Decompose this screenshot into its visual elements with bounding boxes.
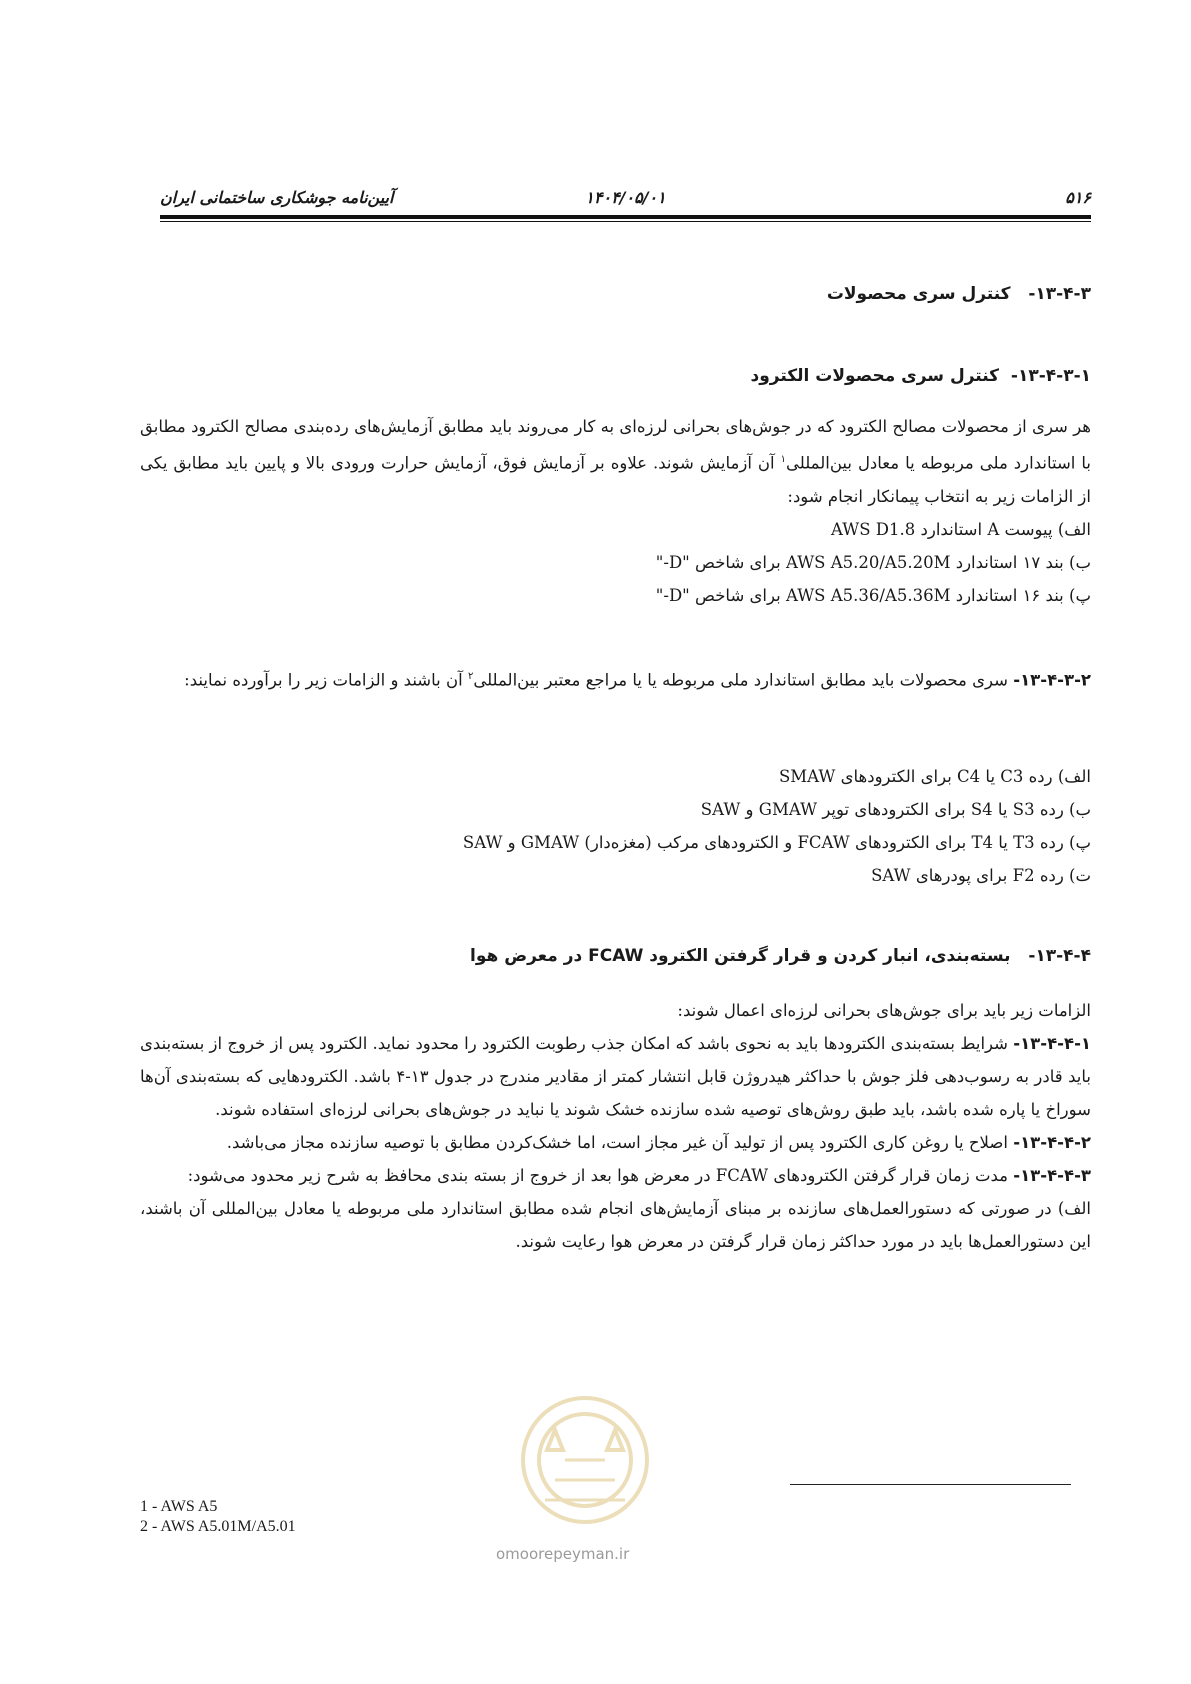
clause-number: ۱۳-۴-۴-۲-	[1013, 1133, 1091, 1152]
clause-13-4-4-2	[140, 1126, 1091, 1159]
paragraph-text	[140, 660, 1091, 697]
footnote-rule	[790, 1484, 1071, 1485]
section-heading-13-4-4	[140, 940, 1091, 973]
section-title: کنترل سری محصولات	[826, 284, 1011, 304]
paragraph-text-part-a: هر سری از محصولات مصالح الکترود که در جوش‌های بحرانی لرزه‌ای به کار می‌روند باید مطابق آزمایش‌های رده‌بندی مصالح الکترود مطابق با استاندارد ملی مربوطه یا معادل بین‌المللی	[140, 417, 1091, 473]
list-item: الف) رده C3 یا C4 برای الکترودهای SMAW	[778, 767, 1091, 786]
section-heading-13-4-3	[140, 278, 1091, 311]
paragraph-text-part-b: آن آزمایش شوند. علاوه بر آزمایش فوق، آزمایش حرارت ورودی بالا و پایین باید مطابق یکی از الزامات زیر به انتخاب پیمانکار انجام شود:	[140, 453, 1091, 506]
footnote-ref-1: ۱	[780, 454, 786, 465]
list-item: ب) رده S3 یا S4 برای الکترودهای توپر GMAW و SAW	[700, 800, 1091, 819]
page-header	[160, 182, 1091, 212]
section-title: بسته‌بندی، انبار کردن و قرار گرفتن الکترود FCAW در معرض هوا	[470, 946, 1011, 966]
paragraph-text	[140, 410, 1091, 513]
footnote-1: 1 - AWS A5	[140, 1498, 218, 1515]
paragraph-13-4-3-1	[140, 410, 1091, 612]
footnote-2: 2 - AWS A5.01M/A5.01	[140, 1518, 296, 1535]
clause-number: ۱۳-۴-۴-۳-	[1013, 1166, 1091, 1185]
list-13-4-3-2	[140, 760, 1091, 892]
list-item: پ) بند ۱۶ استاندارد AWS A5.36/A5.36M برای شاخص "D-"	[655, 585, 1091, 605]
paragraph-text-part-b: آن باشند و الزامات زیر را برآورده نمایند:	[184, 670, 468, 690]
clause-13-4-4-1	[140, 1027, 1091, 1126]
header-date: ۱۴۰۴/۰۵/۰۱	[585, 187, 666, 207]
section-title: کنترل سری محصولات الکترود	[750, 366, 1000, 386]
header-rule-thick	[160, 215, 1091, 219]
footnotes	[140, 1497, 296, 1537]
watermark-site-text: omoorepeyman.ir	[496, 1545, 630, 1563]
footnote-ref-2: ۲	[467, 671, 474, 682]
clause-item-a: الف) در صورتی که دستورالعمل‌های سازنده بر مبنای آزمایش‌های انجام شده مطابق استاندارد ملی مربوطه یا معادل بین‌المللی آن باشند، این دستورالعمل‌ها باید در مورد حداکثر زمان قرار گرفتن در معرض هوا رعایت شوند.	[140, 1199, 1091, 1251]
section-number: ۱۳-۴-۳-۱-	[1010, 366, 1091, 386]
emblem-gear-logo-icon	[485, 1390, 685, 1550]
header-rule-thin	[160, 221, 1091, 222]
intro-text: الزامات زیر باید برای جوش‌های بحرانی لرزه‌ای اعمال شوند:	[677, 1001, 1091, 1020]
clause-text: شرایط بسته‌بندی الکترودها باید به نحوی باشد که امکان جذب رطوبت الکترود را محدود نماید. الکترود پس از خروج از بسته‌بندی باید قادر به رسوب‌دهی فلز جوش با حداکثر هیدروژن قابل انتشار کمتر از مقادیر مندرج در جدول ۱۳-۴ باشد. الکترودهایی که بسته‌بندی آن‌ها سوراخ یا پاره شده باشد، باید طبق روش‌های توصیه شده سازنده خشک شوند یا نباید در جوش‌های بحرانی لرزه‌ای استفاده شوند.	[140, 1034, 1091, 1119]
clause-text: اصلاح یا روغن کاری الکترود پس از تولید آن غیر مجاز است، اما خشک‌کردن مطابق با توصیه سازنده مجاز می‌باشد.	[226, 1133, 1014, 1152]
list-item: ت) رده F2 برای پودرهای SAW	[871, 866, 1091, 885]
section-number: ۱۳-۴-۴-	[1028, 946, 1091, 966]
list-item: ب) بند ۱۷ استاندارد AWS A5.20/A5.20M برای شاخص "D-"	[655, 552, 1091, 572]
clause-13-4-4-3	[140, 1159, 1091, 1192]
clause-text: مدت زمان قرار گرفتن الکترودهای FCAW در معرض هوا بعد از خروج از بسته بندی محافظ به شرح زیر محدود می‌شود:	[187, 1166, 1014, 1185]
paragraph-13-4-3-2	[140, 660, 1091, 697]
section-number: ۱۳-۴-۳-۲-	[1013, 670, 1091, 690]
section-heading-13-4-3-1	[140, 360, 1091, 393]
section-number: ۱۳-۴-۳-	[1028, 284, 1091, 304]
paragraph-text-part-a: سری محصولات باید مطابق استاندارد ملی مربوطه یا یا مراجع معتبر بین‌المللی	[473, 670, 1014, 690]
header-title: آیین‌نامه جوشکاری ساختمانی ایران	[160, 187, 394, 207]
section-13-4-4-body	[140, 994, 1091, 1258]
list-item: الف) پیوست A استاندارد AWS D1.8	[831, 519, 1091, 539]
clause-number: ۱۳-۴-۴-۱-	[1013, 1034, 1091, 1053]
page-number: ۵۱۶	[1065, 187, 1091, 207]
list-item: پ) رده T3 یا T4 برای الکترودهای FCAW و الکترودهای مرکب (مغزه‌دار) GMAW و SAW	[462, 833, 1091, 852]
